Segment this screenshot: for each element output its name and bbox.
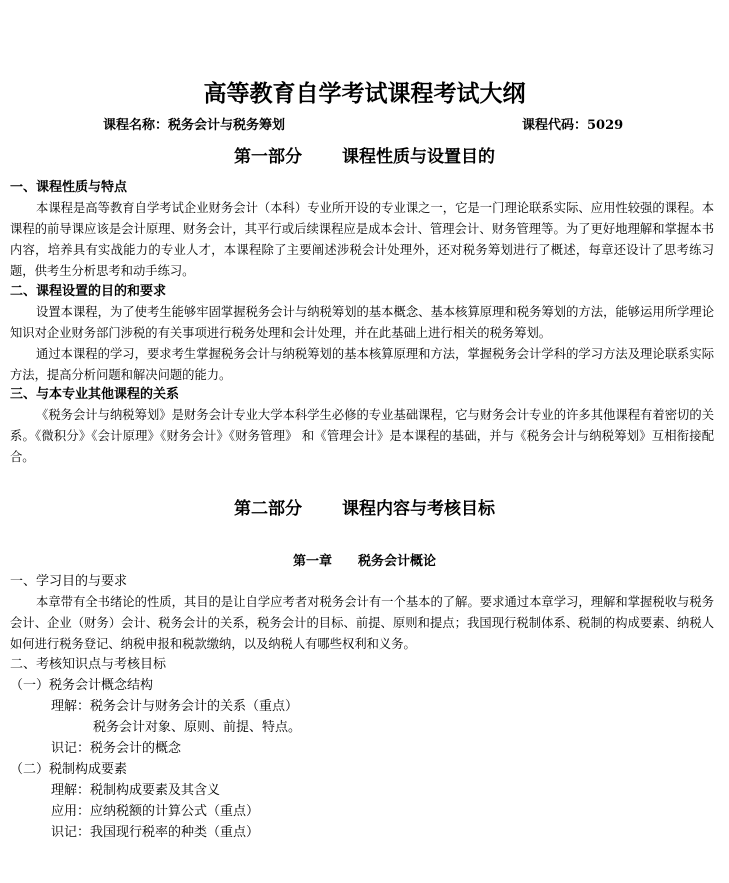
- section-heading: 二、课程设置的目的和要求: [10, 284, 167, 299]
- document-title: 高等教育自学考试课程考试大纲: [203, 80, 526, 107]
- part1-label: 第一部分: [234, 147, 302, 167]
- chapter-heading: [0, 553, 729, 571]
- course-name: 课程名称：税务会计与税务筹划: [103, 118, 286, 133]
- list-item: 税务会计对象、原则、前提、特点。: [93, 720, 302, 735]
- chapter-name: 税务会计概论: [358, 554, 437, 569]
- list-item: 识记：税务会计的概念: [51, 741, 182, 756]
- subsection-heading: （一）税务会计概念结构: [10, 678, 154, 693]
- course-code: 课程代码：5029: [522, 118, 624, 133]
- section-paragraph: 本课程是高等教育自学考试企业财务会计（本科）专业所开设的专业课之一，它是一门理论联系实际、应用性较强的课程。本课程的前导课应该是会计原理、财务会计，其平行或后续课程应是成本会计、管理会计、财务管理等。为了更好地理解和掌握本书内容，培养具有实战能力的专业人才，本课程除了主要阐述涉税会计处理外，还对税务筹划进行了概述，每章还设计了思考练习题，供考生分析思考和动手练习。: [10, 201, 714, 278]
- chapter-label: 第一章: [292, 554, 332, 569]
- list-item: 理解：税制构成要素及其含义: [51, 783, 221, 798]
- part2-label: 第二部分: [234, 499, 302, 519]
- part2-name: 课程内容与考核目标: [342, 499, 495, 519]
- part1-heading: [0, 145, 729, 169]
- part2-heading: [0, 497, 729, 521]
- list-item: 识记：我国现行税率的种类（重点）: [51, 825, 260, 840]
- subsection-heading: （二）税制构成要素: [10, 762, 128, 777]
- list-item: 理解：税务会计与财务会计的关系（重点）: [51, 699, 299, 714]
- chapter-section-heading: 一、学习目的与要求: [10, 574, 128, 589]
- part1-name: 课程性质与设置目的: [342, 147, 495, 167]
- section-heading: 一、课程性质与特点: [10, 180, 128, 195]
- section-heading: 三、与本专业其他课程的关系: [10, 387, 180, 402]
- section-paragraph: 设置本课程，为了使考生能够牢固掌握税务会计与纳税筹划的基本概念、基本核算原理和税务筹划的方法，能够运用所学理论知识对企业财务部门涉税的有关事项进行税务处理和会计处理，并在此基础上进行相关的税务筹划。: [10, 305, 714, 340]
- section-paragraph: 通过本课程的学习，要求考生掌握税务会计与纳税筹划的基本核算原理和方法，掌握税务会计学科的学习方法及理论联系实际方法，提高分析问题和解决问题的能力。: [10, 347, 714, 382]
- chapter-section-heading: 二、考核知识点与考核目标: [10, 657, 167, 672]
- list-item: 应用：应纳税额的计算公式（重点）: [51, 804, 260, 819]
- section-paragraph: 《税务会计与纳税筹划》是财务会计专业大学本科学生必修的专业基础课程，它与财务会计专业的许多其他课程有着密切的关系。《微积分》《会计原理》《财务会计》《财务管理》 和《管理会计》是本课程的基础，并与《税务会计与纳税筹划》互相衔接配合。: [10, 408, 714, 464]
- chapter-paragraph: 本章带有全书绪论的性质，其目的是让自学应考者对税务会计有一个基本的了解。要求通过本章学习，理解和掌握税收与税务会计、企业（财务）会计、税务会计的关系，税务会计的目标、前提、原则和提点；我国现行税制体系、税制的构成要素、纳税人如何进行税务登记、纳税申报和税款缴纳，以及纳税人有哪些权利和义务。: [10, 595, 714, 651]
